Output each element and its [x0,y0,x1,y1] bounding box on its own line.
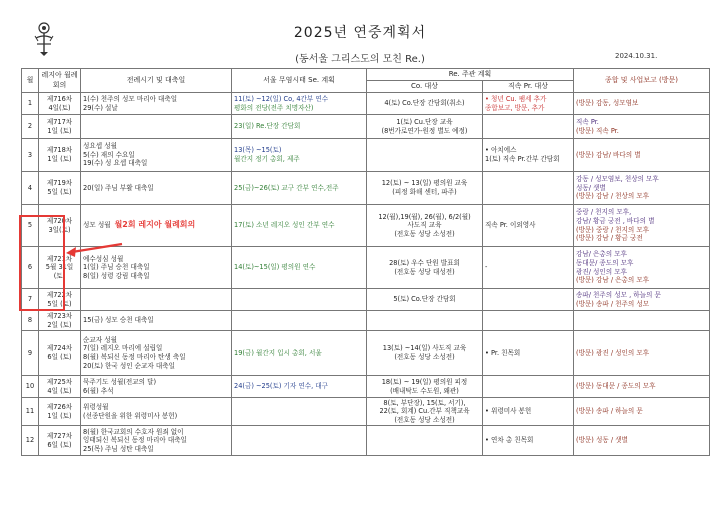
cell-line: 순교자 성월 [83,335,117,344]
seoul-cell [232,115,367,139]
cell-line: 24(금) ~25(토) 기자 연수, 대구 [234,382,329,391]
church-cell [81,398,232,426]
cell-line: 중랑 / 천지의 모후, [576,208,632,217]
table-row [22,139,710,172]
events-cell [574,289,710,311]
cell-line: 23(일) Re.단장 간담회 [234,122,301,131]
cell-line: (선종단원을 위한 위령미사 봉헌) [83,411,178,420]
cell-line: 묵주기도 성월(전교의 달) [83,377,157,386]
co-cell [367,247,483,289]
cell-line: 제726차 [46,402,73,411]
pr-cell [483,172,574,205]
arrow-left-icon [64,240,124,260]
pr-cell [483,115,574,139]
seoul-cell [232,205,367,247]
cell-line: 1(토) 직속 Pr.간부 간담회 [485,155,560,163]
cell-line: 19(수) 성 요셉 대축일 [83,159,148,168]
pr-cell [483,398,574,426]
cell-line: 잉태되신 복되신 동정 마리아 대축일 [83,436,187,445]
cell-line: (전호동 성당 소성전) [394,415,455,424]
pr-cell [483,376,574,398]
cell-line: 20(토) 한국 성인 순교자 대축일 [83,361,175,370]
header-month: 월 [22,69,39,93]
cell-line: 직속 Pr. [576,117,599,126]
cell-line: • Pr. 친목회 [485,348,521,357]
page-subtitle: (동서울 그리스도의 모친 Re.) [295,54,425,65]
cell-line: 5월 31일 [45,263,74,272]
cell-line: 14(토)~15(일) 평의원 연수 [234,263,316,272]
table-row [22,205,710,247]
seoul-cell [232,139,367,172]
month-cell: 6 [22,247,39,289]
co-cell [367,311,483,331]
cell-line: 강남/ 은총의 모후 [576,250,628,259]
events-cell [574,426,710,456]
events-cell [574,247,710,289]
events-cell [574,331,710,376]
events-cell [574,172,710,205]
cell-line: 8(토, 부단장), 15(토, 서기), [383,398,466,407]
header-legion: 레지아 월례회의 [39,69,81,93]
cell-line: (방문) 송파 / 하늘의 문 [576,407,643,416]
cell-line: 20(일) 주님 부활 대축일 [83,183,154,192]
cell-line: (전호동 성당 대성전) [394,267,455,276]
cell-line: 12(토) ~ 13(일) 평의원 교육 [381,179,468,188]
cell-line: 12(월),19(월), 26(월), 6/2(월) [378,212,471,221]
cell-line: • 연차 총 친목회 [485,436,534,445]
cell-line: 8(월) 복되신 동정 마리아 탄생 축일 [83,353,186,361]
seoul-cell [232,376,367,398]
church-cell [81,139,232,172]
cell-line: 13(목) ~15(토) [234,146,282,155]
legion-cell [39,331,81,376]
table-row [22,289,710,311]
month-cell: 8 [22,311,39,331]
legion-cell [39,311,81,331]
cell-line: 2일 (토) [47,320,72,329]
pr-cell [483,289,574,311]
cell-line: 성요셉 성월 [83,142,117,151]
co-cell [367,426,483,456]
cell-line: (방문) 성동 / 샛별 [576,436,628,445]
page-title: 2025년 연중계획서 [293,25,427,41]
cell-line: • 위령미사 봉헌 [485,407,532,416]
month-cell: 4 [22,172,39,205]
cell-line: • 아치에스 [485,146,517,155]
cell-line: 강남/ 황금 궁전 , 바다의 별 [576,216,655,225]
cell-line: 15(금) 성모 승천 대축일 [83,316,154,325]
co-cell [367,205,483,247]
cell-line: 제725차 [46,377,73,386]
cell-line: 성동/ 샛별 [576,183,606,192]
cell-line: 위령성월 [83,402,109,411]
cell-line: 29(수) 설날 [83,103,118,112]
co-cell [367,398,483,426]
seoul-cell [232,398,367,426]
month-cell: 12 [22,426,39,456]
cell-line: 8(일) 성령 강림 대축일 [83,271,150,280]
cell-line: 예수성심 성월 [83,254,124,263]
table-row [22,426,710,456]
cell-line: 성모 성월 월2회 레지아 월례회의 [83,220,196,230]
cell-line: 4일(토) [48,103,71,112]
co-cell [367,93,483,115]
cell-line: • 청년 Cu. 팸세 추가 [485,94,547,103]
cell-line: (방문) 직속 Pr. [576,126,619,135]
cell-line: 1일 (토) [47,126,72,135]
events-cell [574,115,710,139]
seoul-cell [232,311,367,331]
seoul-cell [232,247,367,289]
cell-line: 4일 (토) [47,386,72,395]
co-cell [367,172,483,205]
co-cell [367,289,483,311]
co-cell [367,139,483,172]
header-seoul: 서울 무염시태 Se. 계획 [232,69,367,93]
month-cell: 3 [22,139,39,172]
legion-cell [39,376,81,398]
cell-line: 11(토) ~12(일) Co, 4간부 연수 [234,94,329,103]
cell-line: 송파/ 천주의 성모 , 하늘의 문 [576,290,661,299]
table-row [22,115,710,139]
cell-line: 6일 (토) [47,353,72,361]
events-cell [574,205,710,247]
cell-line: 평화의 전당(전주 치명자산) [234,103,314,112]
church-cell [81,115,232,139]
cell-line: (방문) 강남 / 은총의 모후 [576,276,650,285]
month-cell: 7 [22,289,39,311]
table-row [22,398,710,426]
church-cell [81,311,232,331]
cell-line: 제718차 [46,146,73,155]
cell-line: (배내탁도 수도원, 왜관) [390,386,459,395]
header-events: 종합 및 사업보고 (방문) [574,69,710,93]
co-cell [367,376,483,398]
cell-line: 제722차 [46,290,73,299]
cell-line: 제720차 [46,216,73,225]
cell-line: 5일 (토) [47,299,72,308]
pr-cell [483,331,574,376]
seoul-cell [232,172,367,205]
cell-line: 제721차 [46,254,73,263]
cell-line: (방문) 강남 / 황금 궁전 [576,234,643,243]
cell-line: (방문) 동대문 / 종도의 모후 [576,382,656,391]
cell-line: 제727차 [46,431,73,440]
cell-line: 5(토) Co.단장 간담회 [393,295,456,304]
cell-line: 강동 / 성모염보, 천상의 모후 [576,175,659,184]
pr-cell [483,139,574,172]
cell-line: 19(금) 월간지 입시 총회, 서울 [234,348,322,357]
cell-line: 1(토) Cu.단장 교육 [396,117,453,126]
table-row [22,311,710,331]
cell-line: 25(목) 주님 성탄 대축일 [83,444,154,453]
table-row [22,331,710,376]
co-cell [367,331,483,376]
cell-line: 3일(토) [48,225,71,234]
cell-line: 1(일) 주님 승천 대축일 [83,263,150,272]
legion-cell [39,115,81,139]
month-cell: 11 [22,398,39,426]
cell-line: 제724차 [46,344,73,353]
events-cell [574,93,710,115]
table-row [22,93,710,115]
seoul-cell [232,331,367,376]
cell-line: 17(토) 소년 레지오 성인 간부 연수 [234,221,335,230]
cell-line: (토) [53,271,66,280]
cell-line: (전호동 성당 소성전) [394,353,455,361]
church-cell [81,426,232,456]
header-pr: 직속 Pr. 대상 [483,81,574,93]
church-cell [81,331,232,376]
table-row [22,247,710,289]
cell-line: 5일 (토) [47,188,72,196]
cell-line: 제719차 [46,179,73,188]
co-cell [367,115,483,139]
header-church: 전례시기 및 대축일 [81,69,232,93]
cell-line: (방문) 감남 / 천상의 모후 [576,192,650,201]
cell-line: (방문) 중랑 / 천지의 모후 [576,225,650,234]
cell-line: 제717차 [46,117,73,126]
cell-line: (피정 화해 센터, 파주) [392,188,457,196]
cell-line: 제716차 [46,94,73,103]
cell-line: 28(토) 우수 단원 발표회 [389,258,460,267]
cell-line: (방문) 송파 / 천주의 성모 [576,299,650,308]
church-cell [81,93,232,115]
events-cell [574,311,710,331]
seoul-cell [232,426,367,456]
cell-line: (방문) 광진 / 성인의 모후 [576,348,650,357]
legion-cell [39,139,81,172]
cell-line: 25(금)~26(토) 교구 간부 연수,전주 [234,183,339,192]
legion-cell [39,172,81,205]
cell-line: 1일 (토) [47,155,72,163]
cell-line: (전호동 성당 소성전) [394,229,455,238]
cell-line: 8(월) 한국교회의 수호자 원죄 없이 [83,427,184,436]
cell-line: 광진/ 성인의 모후 [576,267,628,276]
cell-line: (방문) 감남/ 바다의 별 [576,150,641,159]
table-row [22,172,710,205]
cell-line: 종합보고, 방문, 추가 [485,103,545,112]
cell-line: (방문) 감동, 성모염보 [576,99,639,108]
legion-cell [39,93,81,115]
legion-cell [39,426,81,456]
cell-line: 22(토, 회계) Cu.간부 직책교육 [379,407,470,416]
cell-line: - [485,263,488,272]
table-row [22,376,710,398]
events-cell [574,398,710,426]
seoul-cell [232,289,367,311]
pr-cell [483,93,574,115]
pr-cell [483,247,574,289]
header-re-group: Re. 주관 계획 [367,69,574,81]
church-cell [81,376,232,398]
cell-line: 제723차 [46,311,73,320]
cell-line: 1일 (토) [47,411,72,420]
cell-line: 6(월) 추석 [83,386,114,395]
cell-line: 5(수) 재의 수요일 [83,150,135,159]
month-cell: 5 [22,205,39,247]
legion-cell [39,289,81,311]
cell-line: 18(토) ~ 19(일) 평의원 피정 [381,377,468,386]
cell-line: 4(토) Co.단장 간담회(취소) [384,99,465,108]
annotation-note: 월2회 레지아 월례회의 [114,220,196,230]
cell-line: 7(일) 레지오 마리에 설립일 [83,344,163,353]
cell-line: 1(수) 천주의 성모 마리아 대축일 [83,94,178,103]
cell-line: 월간지 정기 총회, 제주 [234,155,300,163]
events-cell [574,139,710,172]
month-cell: 9 [22,331,39,376]
events-cell [574,376,710,398]
annual-plan-table [21,68,710,456]
cell-line: 동대문/ 종도의 모후 [576,258,634,267]
cell-line: 사도직 교육 [407,221,442,230]
church-cell [81,289,232,311]
cell-line: (8번가로연가-원정 별도 예정) [381,126,468,135]
header-co: Co. 대상 [367,81,483,93]
legion-cell [39,398,81,426]
church-cell [81,172,232,205]
cell-line: 6일 (토) [47,440,72,449]
cell-line: 직속 Pr. 이외영사 [485,221,536,230]
pr-cell [483,311,574,331]
seoul-cell [232,93,367,115]
pr-cell [483,205,574,247]
pr-cell [483,426,574,456]
document-date: 2024.10.31. [615,52,658,60]
month-cell: 2 [22,115,39,139]
month-cell: 10 [22,376,39,398]
cell-line: 13(토) ~14(일) 사도직 교육 [382,344,467,353]
month-cell: 1 [22,93,39,115]
